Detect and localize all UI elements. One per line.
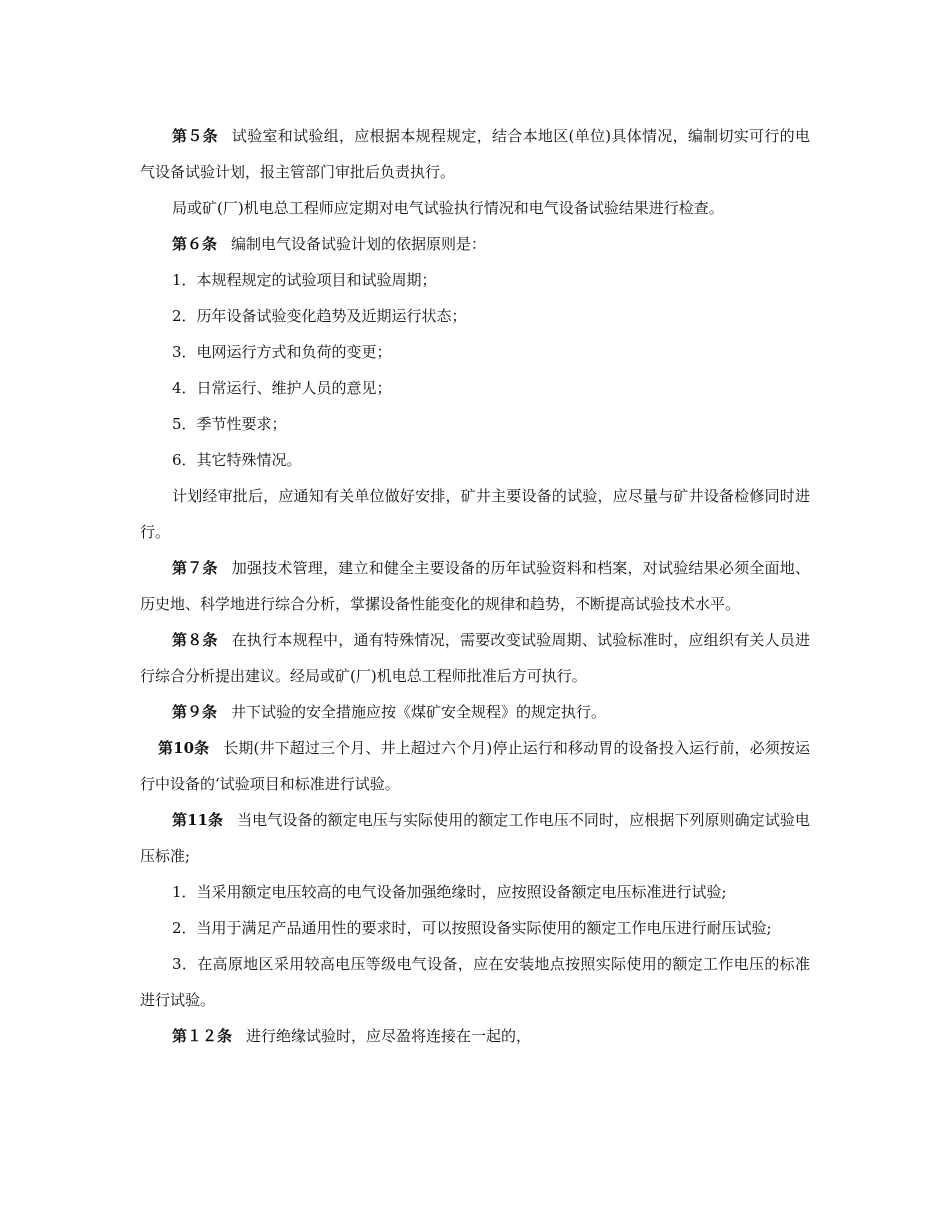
list-item-text: 1．当采用额定电压较高的电气设备加强绝缘时，应按照设备额定电压标准进行试验; xyxy=(172,883,727,901)
article-label: 第７条 xyxy=(172,559,218,577)
list-item xyxy=(140,262,810,298)
paragraph-article-12 xyxy=(140,1018,810,1054)
list-item xyxy=(140,406,810,442)
article-label: 第８条 xyxy=(172,631,218,649)
list-item-text: 3．在高原地区采用较高电压等级电气设备，应在安装地点按照实际使用的额定工作电压的标准进行试验。 xyxy=(140,955,810,1009)
paragraph-text: 长期(井下超过三个月、井上超过六个月)停止运行和移动胃的设备投入运行前，必须按运行中设备的‘试验项目和标准进行试验。 xyxy=(140,739,810,793)
paragraph-text: 在执行本规程中，通有特殊情况，需要改变试验周期、试验标准时，应组织有关人员进行综合分析提出建议。经局或矿(厂)机电总工程师批准后方可执行。 xyxy=(140,631,810,685)
list-item xyxy=(140,442,810,478)
list-item-text: 2．历年设备试验变化趋势及近期运行状态； xyxy=(172,307,467,325)
paragraph-text: 试验室和试验组，应根据本规程规定，结合本地区(单位)具体情况，编制切实可行的电气设备试验计划，报主管部门审批后负责执行。 xyxy=(140,127,810,181)
list-item-text: 4．日常运行、维护人员的意见； xyxy=(172,379,392,397)
paragraph-text: 编制电气设备试验计划的依据原则是： xyxy=(231,235,487,253)
list-item-text: 5．季节性要求； xyxy=(172,415,287,433)
list-item xyxy=(140,946,810,1018)
paragraph-text: 井下试验的安全措施应按《煤矿安全规程》的规定执行。 xyxy=(231,703,607,721)
list-item xyxy=(140,874,810,910)
article-label: 第９条 xyxy=(172,703,218,721)
paragraph-text: 进行绝缘试验时，应尽盈将连接在一起的， xyxy=(246,1027,532,1045)
paragraph-article-7 xyxy=(140,550,810,622)
paragraph xyxy=(140,478,810,550)
list-item-text: 2．当用于满足产品通用性的要求时，可以按照设备实际使用的额定工作电压进行耐压试验; xyxy=(172,919,772,937)
article-label: 第11条 xyxy=(172,811,224,829)
article-label: 第１２条 xyxy=(172,1027,233,1045)
paragraph-text: 当电气设备的额定电压与实际使用的额定工作电压不同时，应根据下列原则确定试验电压标准; xyxy=(140,811,810,865)
document-body xyxy=(140,118,810,1054)
list-item-text: 1．本规程规定的试验项目和试验周期； xyxy=(172,271,437,289)
paragraph-article-6 xyxy=(140,226,810,262)
article-label: 第10条 xyxy=(158,739,210,757)
article-label: 第６条 xyxy=(172,235,218,253)
paragraph-article-5 xyxy=(140,118,810,190)
paragraph-article-9 xyxy=(140,694,810,730)
paragraph-article-10 xyxy=(140,730,810,802)
paragraph-text: 计划经审批后，应通知有关单位做好安排，矿井主要设备的试验，应尽量与矿井设备检修同时进行。 xyxy=(140,487,810,541)
paragraph-article-11 xyxy=(140,802,810,874)
paragraph-article-8 xyxy=(140,622,810,694)
paragraph-text: 局或矿(厂)机电总工程师应定期对电气试验执行情况和电气设备试验结果进行检查。 xyxy=(172,199,724,217)
list-item xyxy=(140,334,810,370)
article-label: 第５条 xyxy=(172,127,218,145)
list-item-text: 6．其它特殊情况。 xyxy=(172,451,302,469)
paragraph-text: 加强技术管理，建立和健全主要设备的历年试验资料和档案，对试验结果必须全面地、历史地、科学地进行综合分析，掌摞设备性能变化的规律和趋势，不断提高试验技术水平。 xyxy=(140,559,810,613)
list-item xyxy=(140,910,810,946)
paragraph xyxy=(140,190,810,226)
list-item xyxy=(140,298,810,334)
list-item-text: 3．电网运行方式和负荷的变更； xyxy=(172,343,392,361)
list-item xyxy=(140,370,810,406)
